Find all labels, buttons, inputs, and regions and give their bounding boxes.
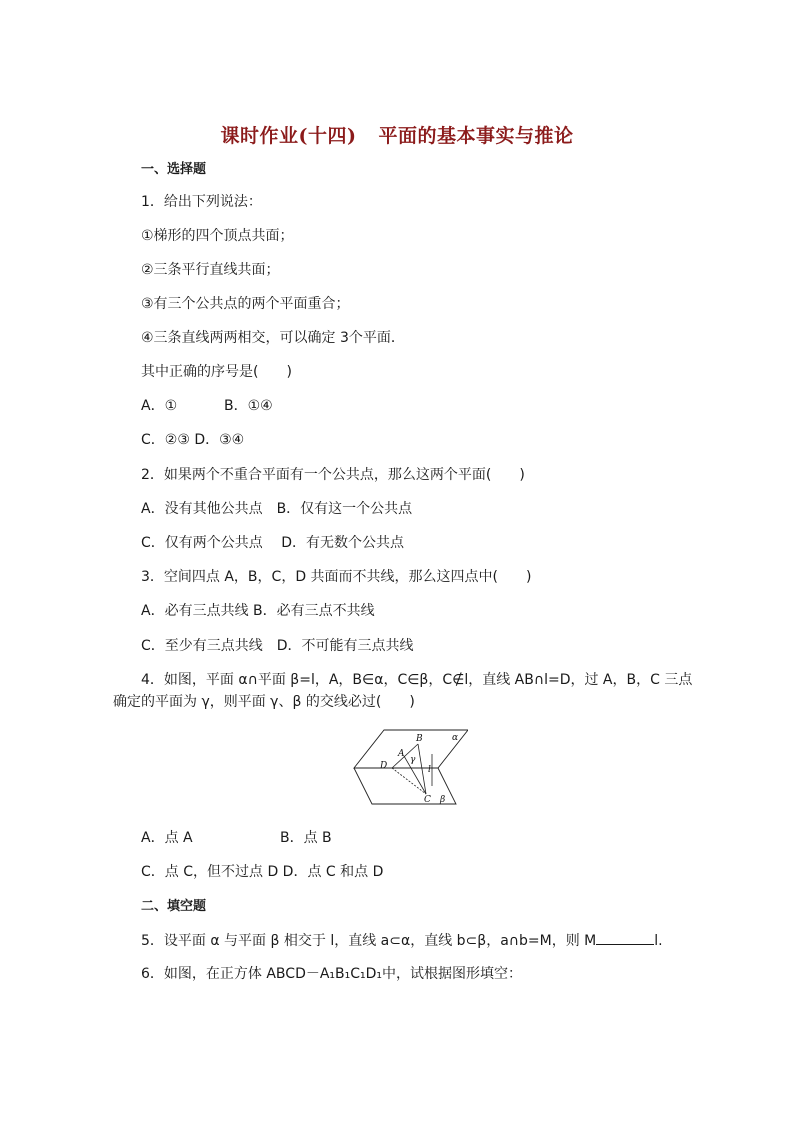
q4-option-cd: C．点 C，但不过点 D D．点 C 和点 D <box>141 864 384 880</box>
q4-stem-line1: 4．如图，平面 α∩平面 β=l，A，B∈α，C∈β，C∉l，直线 AB∩l=D，过 A，B，C 三点 <box>141 672 693 688</box>
q1-option-cd: C．②③ D．③④ <box>141 432 245 448</box>
title-sub: 平面的基本事实与推论 <box>378 125 574 147</box>
label-alpha: α <box>452 733 459 743</box>
q1-option-a: A．① <box>141 398 178 414</box>
q4-option-a: A．点 A <box>141 830 193 846</box>
q3-stem: 3．空间四点 A，B，C，D 共面而不共线，那么这四点中( ) <box>141 569 532 585</box>
label-a: A <box>398 749 405 759</box>
section-heading-choice: 一、选择题 <box>141 162 207 177</box>
q1-item-4: ④三条直线两两相交，可以确定 3个平面． <box>141 330 405 346</box>
q3-option-ab: A．必有三点共线 B．必有三点不共线 <box>141 603 375 619</box>
line-dc <box>392 768 426 794</box>
q1-stem: 1．给出下列说法： <box>141 194 262 210</box>
q4-stem-line2: 确定的平面为 γ，则平面 γ、β 的交线必过( ) <box>113 694 415 710</box>
q1-option-b: B．①④ <box>224 398 273 414</box>
q5-stem-pre: 5．设平面 α 与平面 β 相交于 l，直线 a⊂α，直线 b⊂β，a∩b=M，则 M <box>141 933 597 949</box>
label-beta: β <box>440 795 446 805</box>
section-heading-fill: 二、填空题 <box>141 899 207 914</box>
page-title <box>0 121 794 148</box>
q3-option-cd: C．至少有三点共线 D．不可能有三点共线 <box>141 638 414 654</box>
q1-item-3: ③有三个公共点的两个平面重合； <box>141 296 350 312</box>
q5-stem <box>141 930 663 951</box>
label-c: C <box>424 795 431 805</box>
q1-item-2: ②三条平行直线共面； <box>141 262 280 278</box>
label-b: B <box>416 734 423 744</box>
q5-stem-post: l. <box>654 933 663 949</box>
q2-stem: 2．如果两个不重合平面有一个公共点，那么这两个平面( ) <box>141 467 525 483</box>
title-main: 课时作业(十四) <box>220 125 357 147</box>
q4-diagram <box>352 728 468 810</box>
q6-stem: 6．如图，在正方体 ABCD－A₁B₁C₁D₁中，试根据图形填空： <box>141 966 523 982</box>
q2-option-ab: A．没有其他公共点 B．仅有这一个公共点 <box>141 501 413 517</box>
label-gamma: γ <box>410 755 416 765</box>
q1-question: 其中正确的序号是( ) <box>141 364 292 380</box>
q1-item-1: ①梯形的四个顶点共面； <box>141 228 294 244</box>
q5-answer-blank[interactable] <box>596 930 654 945</box>
q4-figure <box>352 728 468 810</box>
label-l: l <box>428 765 431 775</box>
label-d: D <box>380 761 388 771</box>
q4-option-b: B．点 B <box>280 830 332 846</box>
q2-option-cd: C．仅有两个公共点 D．有无数个公共点 <box>141 535 405 551</box>
